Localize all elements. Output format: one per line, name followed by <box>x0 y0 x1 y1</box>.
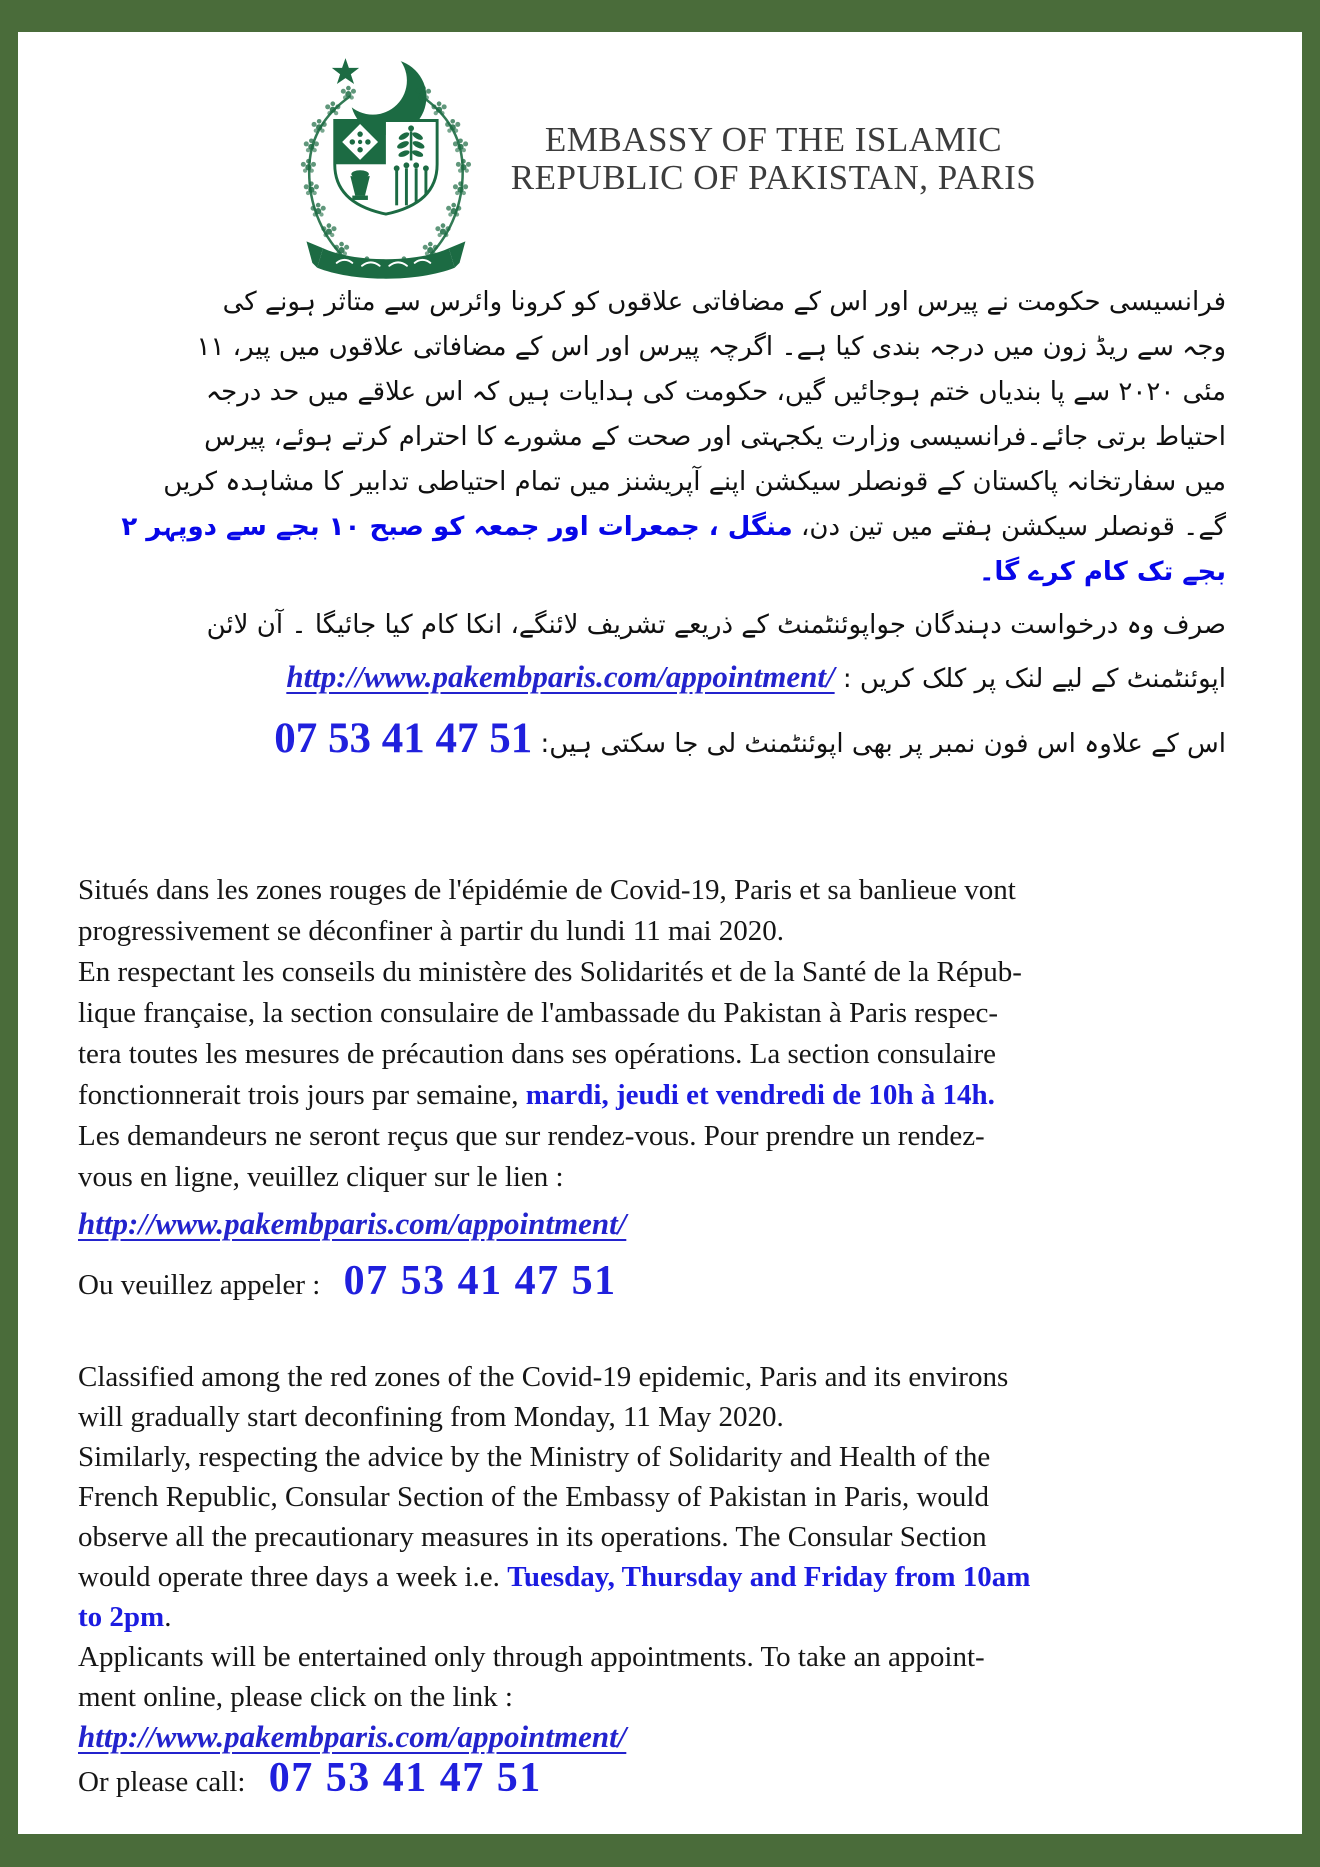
english-line-mixed <box>78 1557 1244 1597</box>
french-line-mixed <box>78 1075 1244 1116</box>
french-line: progressivement se déconfiner à partir du lundi 11 mai 2020. <box>78 915 785 947</box>
urdu-hours-highlight: منگل ، جمعرات اور جمعہ کو صبح ۱۰ بجے سے دوپہر ۲ <box>121 512 793 542</box>
english-text: would operate three days a week i.e. <box>78 1561 508 1593</box>
english-hours-highlight: to 2pm <box>78 1601 165 1633</box>
phone-number: 07 53 41 47 51 <box>343 1258 617 1304</box>
appointment-link[interactable]: http://www.pakembparis.com/appointment/ <box>78 1206 627 1241</box>
motto-scroll <box>306 241 465 278</box>
english-call-label: Or please call: <box>78 1766 246 1798</box>
french-link-line <box>78 1198 1244 1251</box>
english-link-line <box>78 1717 1244 1758</box>
embassy-header <box>78 38 1244 280</box>
english-line: Similarly, respecting the advice by the Ministry of Solidarity and Health of the <box>78 1441 991 1473</box>
urdu-line-mixed <box>78 505 1226 550</box>
english-line: will gradually start deconfining from Monday, 11 May 2020. <box>78 1401 784 1433</box>
urdu-section <box>78 280 1226 595</box>
english-line: French Republic, Consular Section of the Embassy of Pakistan in Paris, would <box>78 1481 989 1513</box>
pakistan-state-emblem-icon <box>286 37 481 282</box>
french-call-line <box>78 1251 1244 1315</box>
french-line: En respectant les conseils du ministère des Solidarités et de la Santé de la Répub- <box>78 956 1022 988</box>
embassy-title-line1: EMBASSY OF THE ISLAMIC <box>544 120 1003 159</box>
urdu-hours-highlight: بجے تک کام کرے گا۔ <box>979 557 1226 587</box>
urdu-link-label: اپوئنٹمنٹ کے لیے لنک پر کلک کریں : <box>842 664 1226 694</box>
document-page <box>18 32 1302 1834</box>
english-text: . <box>164 1601 172 1633</box>
urdu-line: میں سفارتخانہ پاکستان کے قونصلر سیکشن اپنے آپریشنز میں تمام احتیاطی تدابیر کا مشاہدہ کریں <box>163 467 1226 497</box>
french-line: lique française, la section consulaire de l'ambassade du Pakistan à Paris respec- <box>78 997 998 1029</box>
phone-number: 07 53 41 47 51 <box>274 715 533 762</box>
french-line: vous en ligne, veuillez cliquer sur le lien : <box>78 1161 564 1193</box>
urdu-phone-line <box>78 708 1226 775</box>
english-call-line <box>78 1755 1244 1802</box>
appointment-link[interactable]: http://www.pakembparis.com/appointment/ <box>286 659 835 694</box>
embassy-title <box>511 121 1036 197</box>
french-hours-highlight: mardi, jeudi et vendredi de 10h à 14h. <box>525 1079 995 1111</box>
urdu-line: وجہ سے ریڈ زون میں درجہ بندی کیا ہے۔ اگرچہ پیرس اور اس کے مضافاتی علاقوں میں پیر، ۱۱ <box>196 332 1226 362</box>
embassy-title-line2: REPUBLIC OF PAKISTAN, PARIS <box>510 158 1037 197</box>
urdu-phone-label: اس کے علاوہ اس فون نمبر پر بھی اپوئنٹمنٹ لی جا سکتی ہیں: <box>540 729 1226 759</box>
english-line: Classified among the red zones of the Covid-19 epidemic, Paris and its environs <box>78 1361 1009 1393</box>
urdu-line: احتیاط برتی جائے۔فرانسیسی وزارت یکجہتی اور صحت کے مشورے کا احترام کرتے ہوئے، پیرس <box>204 422 1226 452</box>
english-line-mixed <box>78 1597 1244 1637</box>
urdu-link-line <box>78 648 1226 708</box>
french-call-label: Ou veuillez appeler : <box>78 1269 321 1301</box>
french-line: Situés dans les zones rouges de l'épidémie de Covid-19, Paris et sa banlieue vont <box>78 874 1016 906</box>
urdu-text: گے۔ قونصلر سیکشن ہفتے میں تین دن، <box>792 512 1226 542</box>
phone-number: 07 53 41 47 51 <box>268 1755 542 1801</box>
english-line: Applicants will be entertained only through appointments. To take an appoint- <box>78 1641 985 1673</box>
english-line: ment online, please click on the link : <box>78 1681 513 1713</box>
french-line: Les demandeurs ne seront reçus que sur rendez-vous. Pour prendre un rendez- <box>78 1120 985 1152</box>
urdu-line: صرف وہ درخواست دہندگان جواپوئنٹمنٹ کے ذریعے تشریف لائنگے، انکا کام کیا جائیگا ۔ آن لائن <box>206 610 1226 640</box>
french-line: tera toutes les mesures de précaution dans ses opérations. La section consulaire <box>78 1038 997 1070</box>
english-line: observe all the precautionary measures in its operations. The Consular Section <box>78 1521 987 1553</box>
urdu-line: فرانسیسی حکومت نے پیرس اور اس کے مضافاتی علاقوں کو کرونا وائرس سے متاثر ہونے کی <box>222 287 1226 317</box>
english-section <box>78 1357 1244 1802</box>
urdu-appointment-section <box>78 603 1226 775</box>
appointment-link[interactable]: http://www.pakembparis.com/appointment/ <box>78 1719 627 1754</box>
urdu-line: مئی ۲۰۲۰ سے پا بندیاں ختم ہوجائیں گیں، حکومت کی ہدایات ہیں کہ اس علاقے میں حد درجہ <box>205 377 1226 407</box>
english-hours-highlight: Tuesday, Thursday and Friday from 10am <box>507 1561 1031 1593</box>
french-section <box>78 870 1244 1315</box>
french-text: fonctionnerait trois jours par semaine, <box>78 1079 526 1111</box>
